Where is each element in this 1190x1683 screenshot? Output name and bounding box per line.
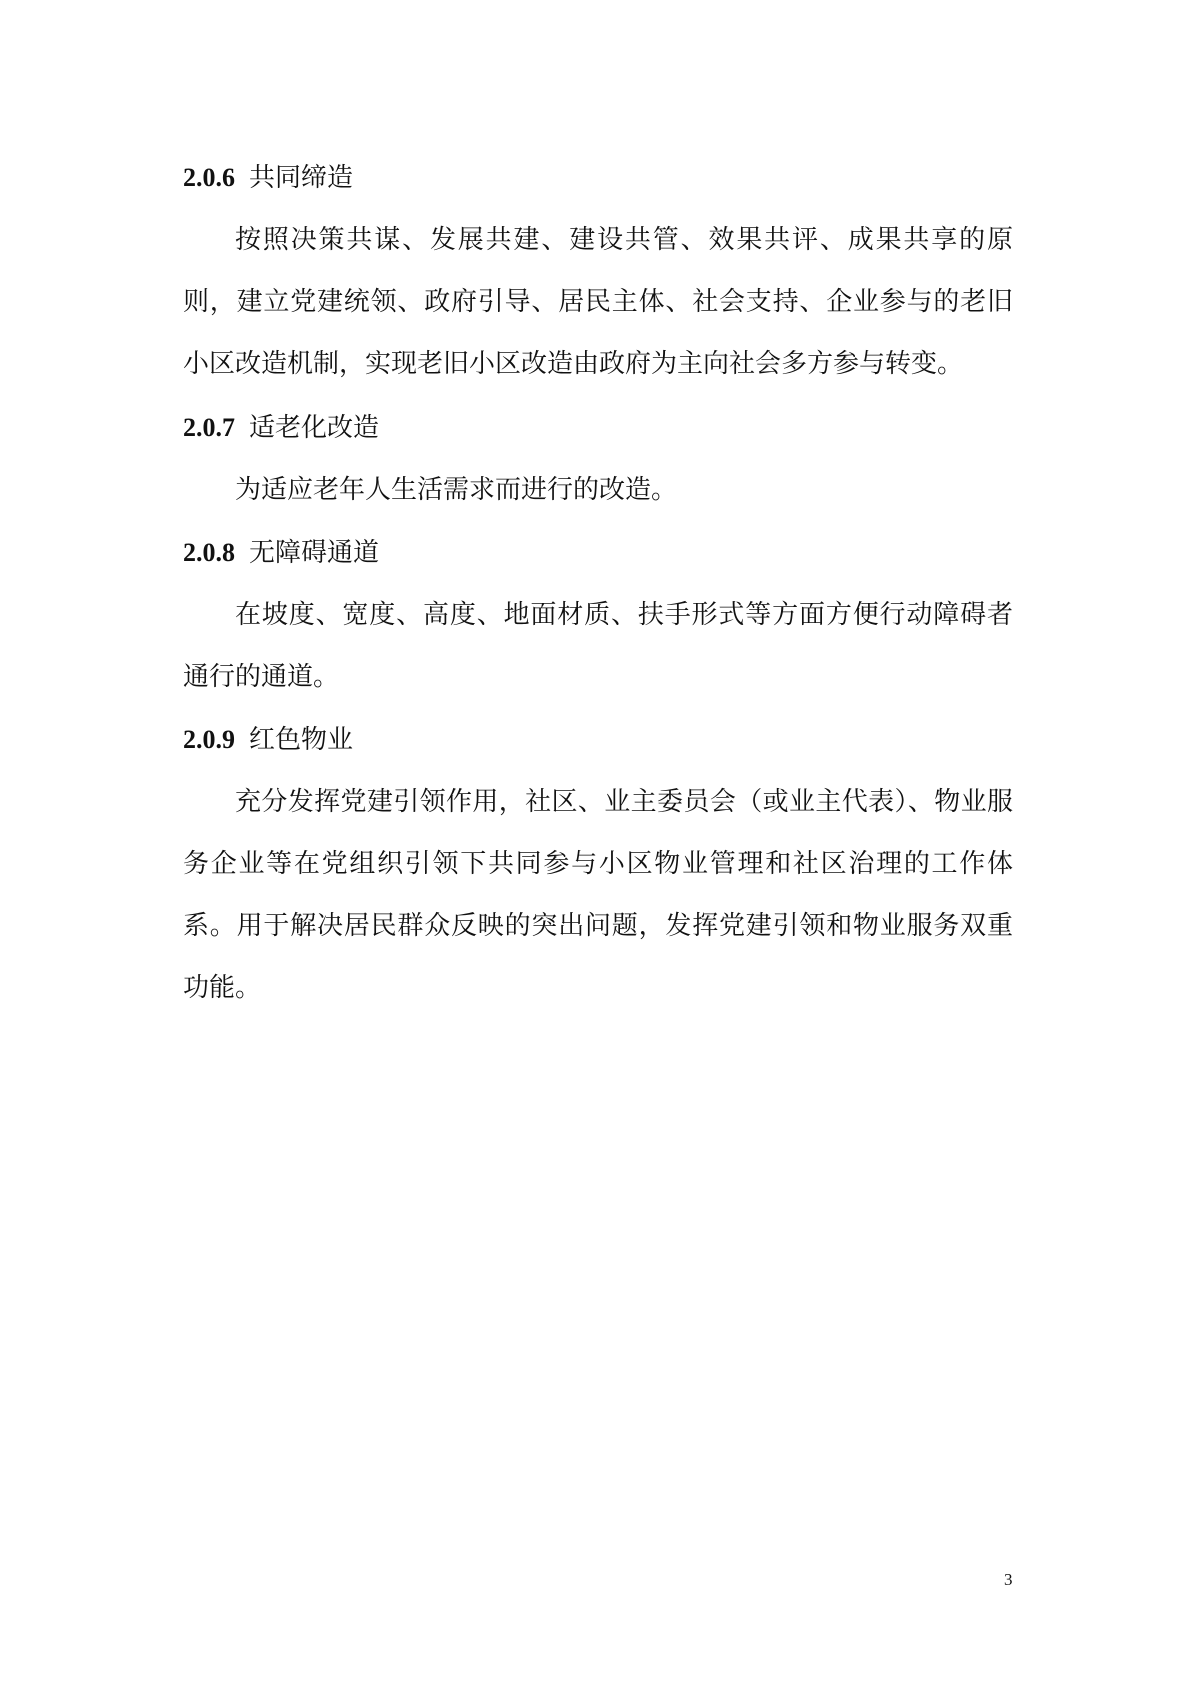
section-body-2-0-8: 在坡度、宽度、高度、地面材质、扶手形式等方面方便行动障碍者通行的通道。 [183,600,1013,692]
section-number: 2.0.9 [183,725,235,754]
section-title: 红色物业 [249,725,354,755]
section-title: 适老化改造 [249,413,380,443]
section-number: 2.0.6 [183,163,235,192]
section-body-2-0-9: 充分发挥党建引领作用，社区、业主委员会（或业主代表）、物业服务企业等在党组织引领下共同参与小区物业管理和社区治理的工作体系。用于解决居民群众反映的突出问题，发挥党建引领和物业服务双重功能。 [183,787,1013,1003]
page-number: 3 [1004,1570,1013,1589]
section-number: 2.0.7 [183,413,235,442]
section-body-2-0-7: 为适应老年人生活需求而进行的改造。 [235,475,678,505]
section-body-2-0-6: 按照决策共谋、发展共建、建设共管、效果共评、成果共享的原则，建立党建统领、政府引导、居民主体、社会支持、企业参与的老旧小区改造机制，实现老旧小区改造由政府为主向社会多方参与转变。 [183,225,1013,379]
section-heading-2-0-9 [183,725,353,755]
section-title: 无障碍通道 [249,538,380,568]
section-heading-2-0-6 [183,163,353,193]
section-heading-2-0-8 [183,538,379,568]
section-number: 2.0.8 [183,538,235,567]
section-title: 共同缔造 [249,163,354,193]
section-heading-2-0-7 [183,413,379,443]
